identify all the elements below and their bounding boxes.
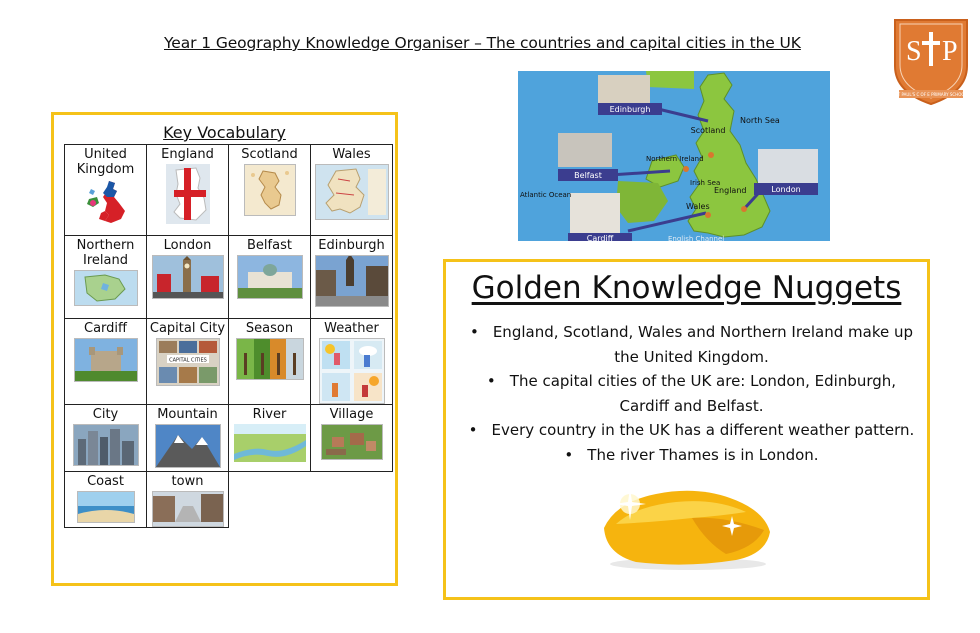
map-label-irish-sea: Irish Sea <box>690 179 721 187</box>
london-photo <box>152 255 224 299</box>
vocab-cell-england <box>147 145 229 236</box>
vocab-label: Season <box>245 321 294 336</box>
vocab-cell-coast <box>65 472 147 528</box>
vocab-label: Cardiff <box>84 321 127 336</box>
village-photo <box>321 424 383 460</box>
vocab-label: Mountain <box>157 407 218 422</box>
cardiff-castle-photo <box>74 338 138 382</box>
nugget-item: • The river Thames is in London. <box>466 443 917 468</box>
svg-text:S: S <box>906 36 922 67</box>
vocab-label: town <box>171 474 204 489</box>
capital-cities-photo <box>156 338 220 386</box>
vocab-cell-scotland <box>229 145 311 236</box>
key-vocabulary-panel <box>51 112 398 586</box>
river-photo <box>234 424 306 462</box>
seasons-photo <box>236 338 304 380</box>
weather-icons <box>319 338 385 404</box>
map-label-north-sea: North Sea <box>740 116 780 125</box>
map-label-london: London <box>771 185 801 194</box>
school-logo <box>889 14 973 106</box>
nugget-item: • Every country in the UK has a different weather pattern. <box>466 418 917 443</box>
svg-text:CAPITAL CITIES: CAPITAL CITIES <box>168 357 207 364</box>
vocab-cell-mountain <box>147 405 229 472</box>
belfast-photo <box>237 255 303 299</box>
vocab-cell-cardiff <box>65 319 147 405</box>
map-label-channel: English Channel <box>668 235 725 241</box>
map-label-northern-ireland: Northern Ireland <box>646 155 704 163</box>
vocab-label: Edinburgh <box>318 238 385 253</box>
map-label-scotland: Scotland <box>690 126 726 135</box>
coast-photo <box>77 491 135 523</box>
map-label-belfast: Belfast <box>574 171 602 180</box>
map-label-wales: Wales <box>686 202 710 211</box>
vocab-label: Belfast <box>247 238 292 253</box>
page-title: Year 1 Geography Knowledge Organiser – The countries and capital cities in the UK <box>164 34 801 52</box>
scotland-map-icon <box>244 164 296 216</box>
vocabulary-table <box>64 144 393 528</box>
nugget-item: • The capital cities of the UK are: London, Edinburgh, Cardiff and Belfast. <box>466 369 917 418</box>
vocab-cell-edinburgh <box>311 236 393 319</box>
vocab-cell-united-kingdom <box>65 145 147 236</box>
vocab-cell-town <box>147 472 229 528</box>
svg-text:P: P <box>942 36 958 67</box>
vocab-cell-wales <box>311 145 393 236</box>
map-label-england: England <box>714 186 747 195</box>
vocab-cell-capital-city <box>147 319 229 405</box>
vocab-cell-river <box>229 405 311 472</box>
golden-nuggets-title: Golden Knowledge Nuggets <box>471 270 902 306</box>
gold-nugget-icon <box>596 472 776 572</box>
england-flag-icon <box>166 164 210 224</box>
mountain-photo <box>155 424 221 468</box>
vocab-cell-weather <box>311 319 393 405</box>
vocab-cell-village <box>311 405 393 472</box>
vocab-cell-season <box>229 319 311 405</box>
town-photo <box>152 491 224 527</box>
map-label-edinburgh: Edinburgh <box>609 105 651 114</box>
vocab-label: Northern Ireland <box>76 238 135 268</box>
vocab-label: England <box>161 147 214 162</box>
northern-ireland-map-icon <box>74 270 138 306</box>
nuggets-list <box>466 320 917 467</box>
vocab-cell-city <box>65 405 147 472</box>
uk-capitals-map <box>518 71 830 241</box>
uk-map-icon <box>81 177 131 227</box>
vocab-label: Capital City <box>149 321 226 336</box>
vocab-label: Wales <box>332 147 371 162</box>
edinburgh-photo <box>315 255 389 307</box>
vocab-empty-cell <box>229 472 311 528</box>
golden-nuggets-panel <box>443 259 930 600</box>
svg-text:ST PAUL'S C OF E PRIMARY SCHOO: ST PAUL'S C OF E PRIMARY SCHOOL <box>895 92 967 97</box>
vocab-label: Weather <box>324 321 379 336</box>
vocab-cell-belfast <box>229 236 311 319</box>
vocab-label: River <box>252 407 287 422</box>
key-vocabulary-title: Key Vocabulary <box>163 123 286 142</box>
wales-map-icon <box>315 164 389 220</box>
vocab-label: London <box>163 238 212 253</box>
vocab-empty-cell <box>311 472 393 528</box>
vocab-label: Village <box>329 407 374 422</box>
map-label-cardiff: Cardiff <box>586 234 614 241</box>
map-label-atlantic: Atlantic Ocean <box>520 191 572 199</box>
vocab-label: Scotland <box>241 147 298 162</box>
vocab-label: Coast <box>87 474 124 489</box>
vocab-cell-london <box>147 236 229 319</box>
vocab-cell-northern-ireland <box>65 236 147 319</box>
nugget-item: • England, Scotland, Wales and Northern Ireland make up the United Kingdom. <box>466 320 917 369</box>
city-photo <box>73 424 139 466</box>
vocab-label: United Kingdom <box>76 147 135 177</box>
vocab-label: City <box>92 407 119 422</box>
